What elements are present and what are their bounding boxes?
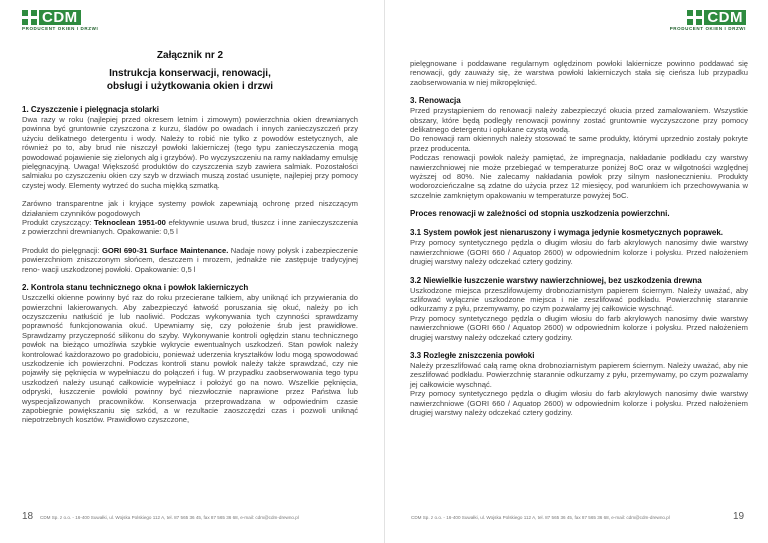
section-3-3-heading: 3.3 Rozległe zniszczenia powłoki — [410, 350, 535, 360]
cleaning-product-label: Produkt czyszczący: — [22, 218, 92, 228]
cross-logo-icon — [687, 10, 702, 25]
section-3-paragraph-3: Podczas renowacji powłok należy pamiętać, że impregnacja, nakładanie podkładu czy warstwy nawierzchniowej nie może przebiegać w temperaturze poniżej 8oC oraz w wilgotności względnej wyższej od 80%. Nie zalecamy nakładania powłok przy silnym nasłonecznieniu. Produkty wodorozcieńczalne są zdatne do użycia przez 12 miesięcy, pod warunkiem ich przechowywania w szczelnie zamkniętym opakowaniu w temperaturze powyżej 5oC. — [410, 153, 748, 200]
right-column — [410, 59, 748, 417]
page-divider — [384, 0, 385, 543]
section-3-paragraph-2: Do renowacji ram okiennych należy stosować te same produkty, którymi uprzednio zostały pokryte przez producenta. — [410, 134, 748, 153]
brand-tagline: PRODUCENT OKIEN I DRZWI — [669, 26, 746, 31]
section-3-3-paragraph-1: Należy przeszlifować całą ramę okna drobnoziarnistym papierem ściernym. Należy uważać, aby nie zeszlifować podkładu. Powierzchnię starannie odkurzamy z pyłu, przemywamy, po czym pozwalamy jej całkowicie wyschnąć. — [410, 360, 748, 389]
cdm-logo-left — [22, 10, 98, 31]
brand-tagline: PRODUCENT OKIEN I DRZWI — [22, 26, 99, 31]
brand-name: CDM — [704, 10, 746, 25]
section-2-paragraph: Uszczelki okienne powinny być raz do roku przecierane talkiem, aby uniknąć ich przywierania do powierzchni lakierowanych. Aby zabezpieczyć łatwość poruszania się okuć, należy po ich oczyszczeniu natłuścić je lub naoliwić. Podczas wykonywania tych czynności sprawdzamy poprawność funkcjonowania okuć. Upewniamy się, czy położenie śrub jest prawidłowe. Sprawdzamy przyczepność silikonu do szyby. Wykonywanie kontroli ogłędzin stanu technicznego powłok na bieżąco umożliwia szybkie wykrycie ewentualnych uszkodzeń. Stan powłok należy kontrolować każdorazowo po gradobiciu, ponieważ uderzenia kryształków lodu mogą spowodować uszkodzenie ich powierzchni. Podczas kontroli stanu powłok należy także sprawdzać, czy nie pojawiły się pęknięcia w wypełniaczu do połączeń i fug. W przypadku zaobserwowania tego typu uszkodzeń należy usunąć całkowicie wypełniacz i położyć go na nowo. Wszelkie pęknięcia, odpryski, łuszczenie powłoki powinny być niezwłocznie naprawione przez Państwa lub wyspecjalizowanych pracowników. Konserwacja przeprowadzana w odpowiednim czasie zapobiegnie powiększaniu się szkód, a w rezultacie zaoszczędzi czas i pozwoli uniknąć niepotrzebnych kosztów. Prawidłowo czyszczone, — [22, 293, 358, 425]
cross-logo-icon — [22, 10, 37, 25]
section-3-2-paragraph-1: Uszkodzone miejsca przeszlifowujemy drobnoziarnistym papierem ściernym. Należy uważać, aby szlifować wyłącznie uszkodzone miejsca i nie zeszlifować podkładu. Powierzchnię starannie odkurzamy z pyłu, przemywamy, po czym pozwalamy jej całkowicie wyschnąć. — [410, 285, 748, 314]
left-column — [22, 105, 358, 425]
cdm-logo-right — [670, 10, 746, 31]
section-2-heading: 2. Kontrola stanu technicznego okna i powłok lakierniczych — [22, 283, 249, 293]
section-3-paragraph-1: Przed przystąpieniem do renowacji należy zabezpieczyć okucia przed zamalowaniem. Wszystkie obszary, które będą podległy renowacji powinny zostać gruntownie wyczyszczone przy pomocy delikatnego detergentu i opłukane czystą wodą. — [410, 106, 748, 135]
section-3-1-paragraph: Przy pomocy syntetycznego pędzla o długim włosiu do farb akrylowych nanosimy dwie warstwy nawierzchniowe (GORI 660 / Aquatop 2600) w odpowiednim kolorze i połysku. Przed nałożeniem drugiej warstwy należy odczekać cztery godziny. — [410, 238, 748, 267]
section-3-2-heading: 3.2 Niewielkie łuszczenie warstwy nawierzchniowej, bez uszkodzenia drewna — [410, 275, 702, 285]
document-title: Załącznik nr 2 — [156, 50, 224, 61]
footer-left: CDM Sp. z o.o. - 16-400 Suwałki, ul. Wojska Polskiego 112 A, tel. 87 565 36 45, fax 87 565 36 68, e-mail: cdm@cdm-drewno.pl — [40, 515, 299, 520]
continued-paragraph: pielęgnowane i poddawane regularnym oględzinom powłoki lakiernicze powinno poddawać się renowacji, gdy zauważy się, że warstwa powłoki lakierniczych stała się cieńsza lub przypadku zaobserwowania w niej mikropęknięć. — [410, 59, 748, 87]
page-number-left: 18 — [22, 511, 34, 522]
section-3-3-paragraph-2: Przy pomocy syntetycznego pędzla o długim włosiu do farb akrylowych nanosimy dwie warstwy nawierzchniowe (GORI 660 / Aquatop 2600) w odpowiednim kolorze i połysku. Przed nałożeniem drugiej warstwy należy odczekać cztery godziny. — [410, 389, 748, 417]
section-3-1-heading: 3.1 System powłok jest nienaruszony i wymaga jedynie kosmetycznych poprawek. — [410, 228, 723, 238]
section-1-paragraph: Dwa razy w roku (najlepiej przed okresem letnim i zimowym) powierzchnia okien drewnianych powinna być gruntownie czyszczona z kurzu, śladów po owadach i innych zanieczyszczeń przy użyciu delikatnego detergentu i wody. Należy to robić nie tylko z powodów estetycznych, ale również po to, aby brud nie niszczył powłoki lakierniczej (tego typu zanieczyszczenia mogą powodować pojawienie się zielonych alg i grzybów). Po wyczyszczeniu na ramy nakładamy emulsję pielęgnacyjną. Uwaga! Większość produktów do czyszczenia szyb zawiera salmiak. Pozostałości salmiaku po czyszczeniu okien czy szyb w drzwiach muszą zostać usunięte, najlepiej przy pomocy czystej wody. Elementy wytrzeć do sucha miękką szmatką. — [22, 115, 358, 190]
cleaning-product-name: Teknoclean 1951-00 — [94, 218, 166, 228]
document-subtitle-line2: obsługi i użytkowania okien i drzwi — [106, 81, 274, 92]
care-product-desc: Nadaje nowy połysk i zabezpieczenie powierzchniom zniszczonym słońcem, deszczem i mrozem, jednakże nie zastępuje tradycyjnej reno- wacji uszkodzonej powłoki. Opakowanie: 0,5 l — [22, 245, 358, 274]
section-3-heading: 3. Renowacja — [410, 96, 461, 106]
section-1-coating-note: Zarówno transparentne jak i kryjące systemy powłok zapewniają ochronę przed niszczącym działaniem czynników pogodowych — [22, 199, 358, 218]
section-1-heading: 1. Czyszczenie i pielęgnacja stolarki — [22, 105, 159, 114]
care-product-label: Produkt do pielęgnacji: — [22, 245, 100, 255]
care-product-name: GORI 690-31 Surface Maintenance. — [101, 245, 229, 255]
footer-right: CDM Sp. z o.o. - 16-400 Suwałki, ul. Wojska Polskiego 112 A, tel. 87 565 36 45, fax 87 565 36 68, e-mail: cdm@cdm-drewno.pl — [411, 515, 670, 520]
brand-name: CDM — [39, 10, 81, 25]
document-subtitle-line1: Instrukcja konserwacji, renowacji, — [109, 68, 271, 79]
page-number-right: 19 — [733, 511, 745, 522]
care-product-paragraph — [22, 246, 358, 274]
cleaning-product-paragraph — [22, 218, 358, 237]
renovation-process-heading: Proces renowacji w zależności od stopnia uszkodzenia powierzchni. — [410, 209, 670, 219]
section-3-2-paragraph-2: Przy pomocy syntetycznego pędzla o długim włosiu do farb akrylowych nanosimy dwie warstwy nawierzchniowe (GORI 660 / Aquatop 2600) w odpowiednim kolorze i połysku. Przed nałożeniem drugiej warstwy należy odczekać cztery godziny. — [410, 313, 748, 342]
document-title-block — [22, 50, 358, 93]
cleaning-product-desc: efektywnie usuwa brud, tłuszcz i inne zanieczyszczenia z powierzchni drewnianych. Opakowanie: 0,5 l — [22, 218, 358, 237]
